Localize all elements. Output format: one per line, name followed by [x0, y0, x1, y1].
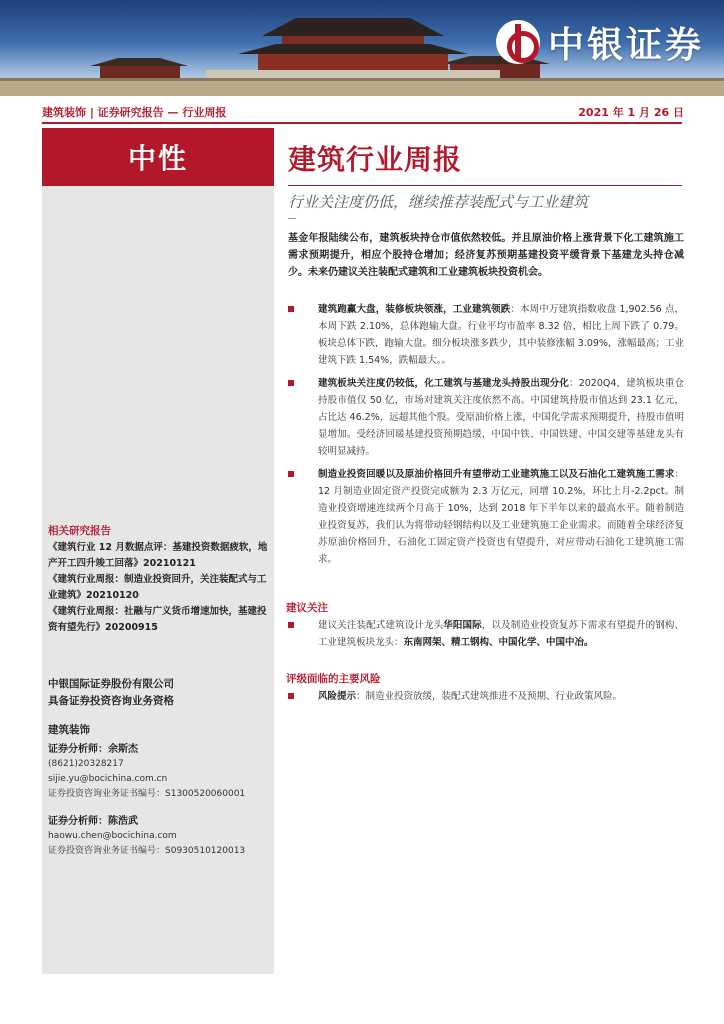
company-qualification: 具备证券投资咨询业务资格: [48, 695, 174, 707]
key-point: [288, 466, 684, 568]
bullet-square-icon: [288, 693, 294, 699]
key-points-list: [288, 301, 684, 574]
analyst-phone: (8621)20328217: [48, 759, 124, 769]
analyst-name-row: [48, 814, 270, 829]
key-point-text: ：本周中万建筑指数收盘 1,902.56 点，本周下跌 2.10%，总体跑输大盘。行业平均市盈率 8.32 倍，相比上周下跌了 0.79。板块总体下跌，跑输大盘。细分板块涨多跌少，其中装修涨幅 3.09%，涨幅最高；工业建筑下跌 1.54%，跌幅最大。。: [318, 304, 684, 366]
recommend-text-before: 建议关注装配式建筑设计龙头: [318, 620, 444, 631]
sector-label: 建筑装饰: [48, 724, 90, 736]
logo-text: 中银证券: [547, 23, 704, 66]
report-date: 2021 年 1 月 26 日: [578, 106, 684, 119]
risk-section: [288, 688, 684, 711]
breadcrumb: 建筑装饰 | 证券研究报告 — 行业周报: [42, 106, 227, 119]
key-point-lead: 建筑跑赢大盘，装修板块领涨，工业建筑领跌: [318, 304, 511, 315]
risk-title: 评级面临的主要风险: [286, 673, 381, 685]
recommend-section: [288, 617, 684, 657]
company-logo: [496, 16, 704, 68]
analyst-card: [48, 742, 270, 802]
header-banner: [0, 0, 724, 96]
key-point: [288, 301, 684, 369]
related-report-item[interactable]: 《建筑行业周报：社融与广义货币增速加快，基建投资有望先行》20200915: [48, 606, 267, 633]
related-reports-title: 相关研究报告: [48, 525, 111, 537]
analyst-name: 陈浩武: [108, 816, 138, 827]
analyst-email[interactable]: haowu.chen@bocichina.com: [48, 831, 177, 841]
bullet-square-icon: [288, 306, 294, 312]
rating-badge: [42, 128, 274, 186]
recommend-text-middle: ，以及制造业投资复苏下需求有望提升的钢构、工业建筑板块龙头：: [318, 620, 684, 648]
company-info: [48, 676, 174, 710]
analyst-role: 证券分析师：: [48, 816, 108, 827]
report-title: 建筑行业周报: [288, 143, 463, 176]
header-divider: [42, 122, 682, 124]
related-report-item[interactable]: 《建筑行业 12 月数据点评：基建投资数据疲软，地产开工四升竣工回落》20210121: [48, 542, 268, 569]
analyst-email[interactable]: sijie.yu@bocichina.com.cn: [48, 774, 168, 784]
subtitle-mark: [288, 218, 296, 219]
risk-point: [288, 688, 684, 705]
related-reports-list: [48, 540, 270, 636]
analyst-name: 余斯杰: [108, 744, 138, 755]
bullet-square-icon: [288, 471, 294, 477]
bullet-square-icon: [288, 622, 294, 628]
recommend-point: [288, 617, 684, 651]
recommend-highlight: 东南网架、精工钢构、中国化学、中国中冶。: [403, 637, 594, 648]
analyst-license: 证券投资咨询业务证书编号：S1300520060001: [48, 789, 246, 799]
report-subtitle: 行业关注度仍低，继续推荐装配式与工业建筑: [288, 193, 589, 211]
analyst-role: 证券分析师：: [48, 744, 108, 755]
company-name: 中银国际证券股份有限公司: [48, 678, 174, 690]
key-point-text: ：12 月制造业固定资产投资完成额为 2.3 万亿元，同增 10.2%，环比上月-2.2pct。制造业投资增速连续两个月高于 10%，达到 2018 年下半年以来的最高水平。随着制造业投资复苏，我们认为将带动轻钢结构以及工业建筑施工企业需求。而随着全球经济复苏原油价格回升，石油化工固定资产投资也有望提升，对应带动石油化工建筑施工需求。: [318, 469, 684, 565]
risk-lead: 风险提示: [318, 691, 357, 702]
analyst-name-row: [48, 742, 270, 757]
title-divider: [288, 185, 682, 186]
analyst-license: 证券投资咨询业务证书编号：S0930510120013: [48, 846, 246, 856]
analyst-card: [48, 814, 270, 859]
recommend-highlight: 华阳国际: [443, 620, 482, 631]
key-point-text: ：2020Q4，建筑板块重仓持股市值仅 50 亿，市场对建筑关注度依然不高。中国建筑持股市值达到 23.1 亿元，占比达 46.2%，远超其他个股。受原油价格上涨，中国化学需求预期提升，持股市值明显增加。受经济回暖基建投资预期趋缓，中国中铁、中国铁建、中国交建等基建龙头有较明显减持。: [318, 378, 684, 457]
recommend-title: 建议关注: [286, 602, 328, 614]
rating-label: 中性: [127, 142, 188, 175]
summary-paragraph: 基金年报陆续公布，建筑板块持仓市值依然较低。并且原油价格上涨背景下化工建筑施工需求预期提升，相应个股持仓增加；经济复苏预期基建投资平缓背景下基建龙头持仓减少。未来仍建议关注装配式建筑和工业建筑板块投资机会。: [288, 233, 684, 278]
bullet-square-icon: [288, 380, 294, 386]
key-point: [288, 375, 684, 460]
key-point-lead: 建筑板块关注度仍较低，化工建筑与基建龙头持股出现分化: [318, 378, 570, 389]
related-report-item[interactable]: 《建筑行业周报：制造业投资回升，关注装配式与工业建筑》20210120: [48, 574, 267, 601]
risk-text: ：制造业投资放缓，装配式建筑推进不及预期、行业政策风险。: [356, 691, 623, 702]
boc-logo-icon: [496, 20, 540, 64]
key-point-lead: 制造业投资回暖以及原油价格回升有望带动工业建筑施工以及石油化工建筑施工需求: [318, 469, 675, 480]
